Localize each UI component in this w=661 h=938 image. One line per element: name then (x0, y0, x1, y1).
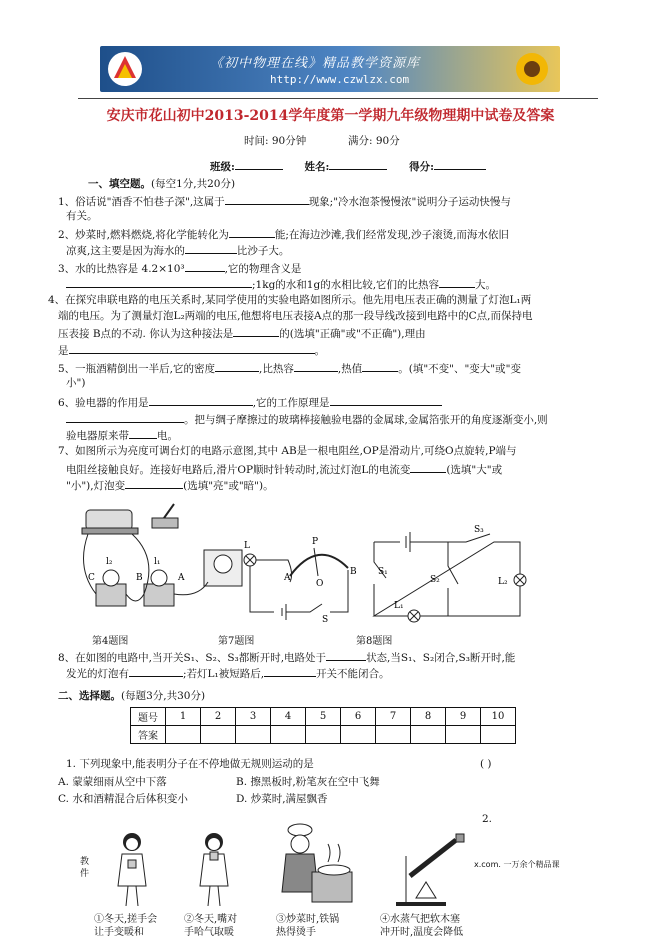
pic2-caption-line2: 手哈气取暖 (184, 927, 234, 938)
section-1-heading (88, 177, 235, 191)
student-fields (210, 158, 486, 174)
pic4-caption-line1: ④水蒸气把软木塞 (380, 914, 460, 925)
mc1-option-a[interactable]: A. 蒙蒙细雨从空中下落 (58, 776, 167, 788)
q6-blank4[interactable] (129, 427, 157, 439)
answer-table-number: 9 (446, 708, 481, 726)
answer-cell[interactable] (201, 726, 236, 744)
answer-table-number: 6 (341, 708, 376, 726)
fig4-label-a: A (178, 573, 185, 583)
q3-blank2[interactable] (66, 276, 252, 288)
q7-blank2[interactable] (125, 477, 183, 489)
answer-table-label-answer: 答案 (131, 726, 166, 744)
q1-line2: 有关。 (66, 210, 98, 222)
q4-line3: 压表接 B点的不动. 你认为这种接法是 的(选填"正确"或"不正确"),理由 (58, 325, 426, 341)
section-2-heading (58, 689, 205, 703)
answer-cell[interactable] (481, 726, 516, 744)
q5-line1: 5、一瓶酒精倒出一半后,它的密度 ,比热容 ,热值 。(填"不变"、"变大"或"变 (58, 360, 521, 376)
mc1-option-b[interactable]: B. 擦黑板时,粉笔灰在空中飞舞 (236, 776, 380, 788)
name-blank[interactable] (329, 158, 387, 170)
q3-line1: 3、水的比热容是 4.2×10³ ,它的物理含义是 (58, 260, 301, 276)
answer-cell[interactable] (236, 726, 271, 744)
mc1-stem: 1. 下列现象中,能表明分子在不停地做无规则运动的是 (66, 758, 314, 770)
pic3-caption-line2: 热得烫手 (276, 927, 316, 938)
pic4-caption-line2: 冲开时,温度会降低 (380, 927, 464, 938)
fig7-label-a: A (284, 573, 291, 583)
q1-blank1[interactable] (225, 193, 309, 205)
q4-blank2[interactable] (69, 342, 315, 354)
answer-cell[interactable] (341, 726, 376, 744)
q8-line1: 8、在如图的电路中,当开关S₁、S₂、S₃都断开时,电路处于 状态,当S₁、S₂闭合,S₃断开时,能 (58, 649, 515, 665)
section-1-title: 一、填空题。 (88, 178, 151, 190)
name-label: 姓名: (304, 161, 330, 173)
pic1-rubbing-hands-illustration (106, 830, 158, 908)
q1-line1: 1、俗话说"酒香不怕巷子深",这属于 现象;"冷水泡茶慢慢浓"说明分子运动快慢与 (58, 193, 511, 209)
q5-blank3[interactable] (362, 360, 398, 372)
mc1-option-d[interactable]: D. 炒菜时,满屋飘香 (236, 793, 328, 805)
fig8-label-s1: S₁ (378, 567, 388, 577)
header-banner (100, 46, 560, 92)
answer-table-number: 5 (306, 708, 341, 726)
answer-table-label-number: 题号 (131, 708, 166, 726)
pic2-caption-line1: ②冬天,嘴对 (184, 914, 238, 925)
side-label: 教件 (80, 857, 90, 879)
pic3-cooking-illustration (268, 822, 358, 908)
q6-blank1[interactable] (149, 394, 253, 406)
mark-blank[interactable] (434, 158, 486, 170)
answer-table (130, 707, 516, 744)
class-blank[interactable] (235, 158, 283, 170)
fig7-label-l: L (244, 541, 250, 551)
q7-line3: "小"),灯泡变 (选填"亮"或"暗")。 (66, 477, 274, 493)
fig8-label-s2: S₂ (430, 575, 440, 585)
exam-time: 时间: 90分钟 (244, 135, 307, 147)
q8-blank2[interactable] (129, 665, 183, 677)
fig4-label-c: C (88, 573, 95, 583)
mc1-option-c[interactable]: C. 水和酒精混合后体积变小 (58, 793, 188, 805)
q7-line1: 7、如图所示为亮度可调台灯的电路示意图,其中 AB是一根电阻丝,OP是滑动片,可绕O点旋转,P端与 (58, 445, 517, 457)
q5-blank1[interactable] (215, 360, 259, 372)
answer-table-answer-row (131, 726, 516, 744)
caption-fig7: 第7题图 (218, 636, 255, 647)
fig4-label-l2: l₂ (106, 557, 113, 567)
q4-line4: 是 。 (58, 342, 325, 358)
mc1-paren: ( ) (480, 758, 492, 770)
answer-cell[interactable] (166, 726, 201, 744)
fig7-label-s: S (322, 615, 329, 622)
q3-line2: ;1kg的水和1g的水相比较,它们的比热容 大。 (66, 276, 496, 292)
section-2-title: 二、选择题。 (58, 690, 121, 702)
caption-fig4: 第4题图 (92, 636, 129, 647)
q7-line2: 电阻丝接触良好。连接好电路后,滑片OP顺时针转动时,流过灯泡L的电流变 (选填"大"或 (66, 461, 502, 477)
fig7-label-p: P (312, 537, 319, 547)
watermark-text: x.com. 一万余个精品课 (474, 860, 560, 869)
pic2-breath-on-hands-illustration (188, 830, 240, 908)
sunflower-icon (512, 49, 552, 89)
q2-number: 2. (482, 813, 493, 825)
q5-line2: 小") (66, 377, 86, 389)
q2-blank2[interactable] (185, 242, 237, 254)
answer-table-number: 2 (201, 708, 236, 726)
header-rule (78, 98, 598, 99)
fig4-label-b: B (136, 573, 143, 583)
page-title: 安庆市花山初中2013-2014学年度第一学期九年级物理期中试卷及答案 (106, 108, 555, 124)
fig7-label-o: O (316, 579, 324, 589)
q2-line1: 2、炒菜时,燃料燃烧,将化学能转化为 能;在海边沙滩,我们经常发现,沙子滚烫,而海水依旧 (58, 226, 509, 242)
fig7-label-b: B (350, 567, 357, 577)
q6-line2: 。把与绸子摩擦过的玻璃棒接触验电器的金属球,金属箔张开的角度逐渐变小,则 (66, 411, 548, 427)
pic1-caption-line1: ①冬天,搓手会 (94, 914, 158, 925)
q3-blank3[interactable] (439, 276, 475, 288)
q4-line1: 4、在探究串联电路的电压关系时,某同学使用的实验电路如图所示。他先用电压表正确的测量了灯泡L₁两 (48, 294, 532, 306)
caption-fig8: 第8题图 (356, 636, 393, 647)
answer-table-number: 8 (411, 708, 446, 726)
fig8-label-s3: S₃ (474, 525, 484, 535)
pic1-caption-line2: 让手变暖和 (94, 927, 144, 938)
fig4-label-l1: l₁ (154, 557, 161, 567)
banner-url: http://www.czwlzx.com (270, 73, 410, 86)
figure-8-circuit (366, 522, 530, 624)
section-2-note: (每题3分,共30分) (121, 690, 206, 702)
answer-cell[interactable] (271, 726, 306, 744)
answer-table-number: 1 (166, 708, 201, 726)
q6-blank3[interactable] (66, 411, 184, 423)
figure-7-circuit (238, 530, 358, 622)
answer-cell[interactable] (446, 726, 481, 744)
q4-line2: 端的电压。为了测量灯泡L₂两端的电压,他想将电压表接A点的那一段导线改接到电路中的C点,而保持电 (58, 310, 533, 322)
answer-cell[interactable] (376, 726, 411, 744)
fig8-label-l2: L₂ (498, 577, 508, 587)
answer-cell[interactable] (306, 726, 341, 744)
logo-icon (106, 50, 144, 88)
q4-blank1[interactable] (233, 325, 279, 337)
q3-blank1[interactable] (185, 260, 225, 272)
pic4-steam-cork-illustration (376, 826, 472, 908)
banner-title: 《初中物理在线》精品教学资源库 (210, 56, 421, 71)
mark-label: 得分: (409, 161, 434, 173)
class-label: 班级: (210, 161, 235, 173)
answer-table-number: 7 (376, 708, 411, 726)
section-1-note: (每空1分,共20分) (151, 178, 236, 190)
q6-blank2[interactable] (330, 394, 442, 406)
fig8-label-l1: L₁ (394, 601, 404, 611)
exam-score: 满分: 90分 (348, 135, 400, 147)
q7-blank1[interactable] (410, 461, 446, 473)
pic3-caption-line1: ③炒菜时,铁锅 (276, 914, 340, 925)
q2-line2: 凉爽,这主要是因为海水的 比沙子大。 (66, 242, 289, 258)
q8-line2: 发光的灯泡有 ;若灯L₁被短路后, 开关不能闭合。 (66, 665, 390, 681)
q8-blank1[interactable] (326, 649, 366, 661)
q6-line3: 验电器原来带 电。 (66, 427, 178, 443)
q5-blank2[interactable] (294, 360, 338, 372)
q6-line1: 6、验电器的作用是 ,它的工作原理是 (58, 394, 442, 410)
answer-table-header-row (131, 708, 516, 726)
figure-4-circuit (78, 498, 248, 626)
answer-table-number: 4 (271, 708, 306, 726)
answer-table-number: 10 (481, 708, 516, 726)
answer-table-number: 3 (236, 708, 271, 726)
q2-blank1[interactable] (229, 226, 275, 238)
answer-cell[interactable] (411, 726, 446, 744)
q8-blank3[interactable] (264, 665, 316, 677)
